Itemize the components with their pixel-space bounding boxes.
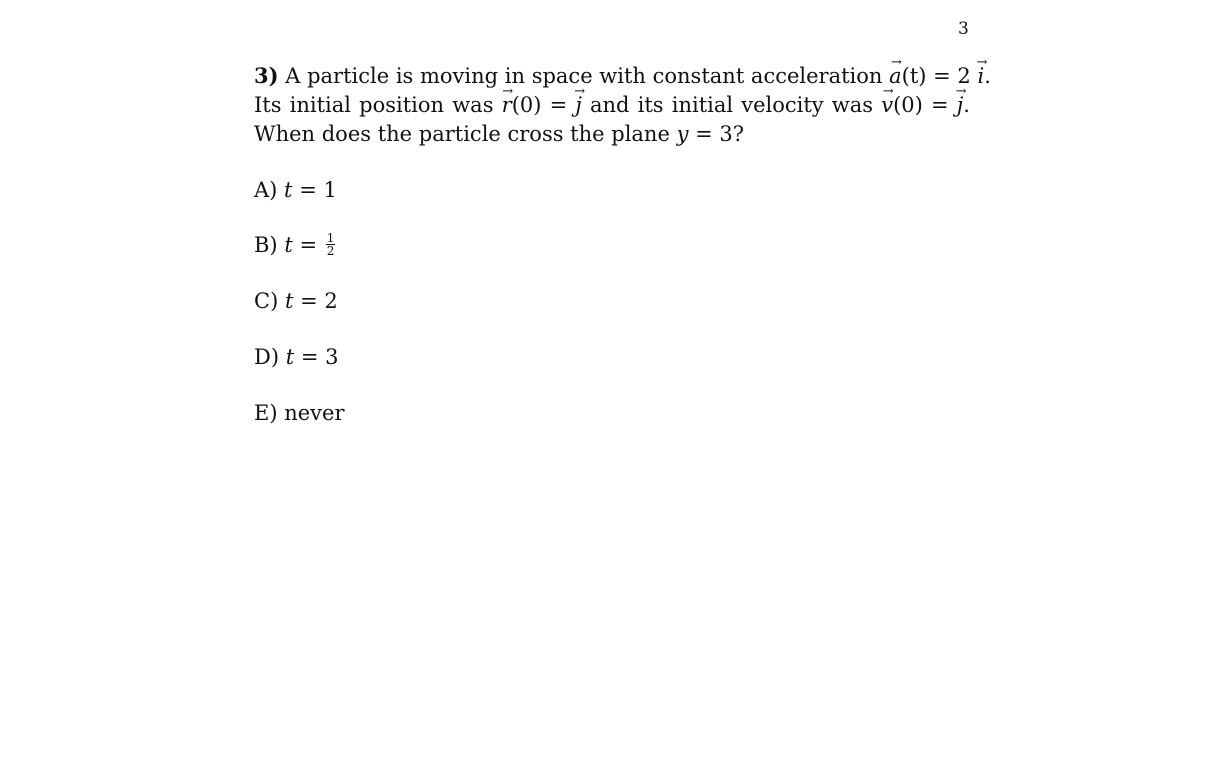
question-number: 3) xyxy=(254,63,279,88)
plane-variable: y xyxy=(676,122,689,146)
option-c xyxy=(254,287,338,316)
question-line1-text: A particle is moving in space with constant acceleration xyxy=(285,64,883,88)
question-line2-mid: and its initial velocity was xyxy=(590,93,874,117)
plane-expression: = 3? xyxy=(695,122,745,146)
option-b-variable: t xyxy=(284,233,293,257)
question-line-3 xyxy=(254,120,970,149)
option-a xyxy=(254,176,337,205)
unit-vector-j-velocity: → j xyxy=(957,91,964,120)
velocity-expression: (0) = xyxy=(893,93,949,117)
option-d-value: = 3 xyxy=(300,345,339,369)
option-d-variable: t xyxy=(285,345,295,369)
option-b-label: B) xyxy=(254,233,278,257)
velocity-vector: → v xyxy=(881,91,893,120)
line1-period: . xyxy=(984,64,991,88)
fraction-numerator: 1 xyxy=(326,231,335,245)
option-c-variable: t xyxy=(284,289,294,313)
question-line2-start: Its initial position was xyxy=(254,93,494,117)
option-e xyxy=(254,399,345,428)
option-e-label: E) xyxy=(254,401,278,425)
unit-vector-j-position: → j xyxy=(575,91,582,120)
question-line3-start: When does the particle cross the plane xyxy=(254,122,670,146)
question-line-2 xyxy=(254,91,970,120)
line2-period: . xyxy=(963,93,970,117)
option-a-value: = 1 xyxy=(299,178,337,202)
acceleration-vector: → a xyxy=(889,62,902,91)
page-number: 3 xyxy=(958,19,969,39)
position-expression: (0) = xyxy=(511,93,568,117)
question-line-1 xyxy=(254,61,991,91)
option-d xyxy=(254,343,339,372)
option-a-label: A) xyxy=(254,178,278,202)
unit-vector-i: → i xyxy=(977,62,984,91)
option-c-label: C) xyxy=(254,289,279,313)
fraction-denominator: 2 xyxy=(326,244,335,258)
option-e-text: never xyxy=(284,401,345,425)
position-vector: → r xyxy=(502,91,512,120)
option-b xyxy=(254,231,335,260)
option-b-fraction xyxy=(326,232,336,257)
option-b-equals: = xyxy=(299,233,318,257)
option-a-variable: t xyxy=(284,178,293,202)
question-text xyxy=(254,61,991,149)
acceleration-expression: (t) = 2 xyxy=(901,64,971,88)
option-c-value: = 2 xyxy=(300,289,338,313)
option-d-label: D) xyxy=(254,345,280,369)
